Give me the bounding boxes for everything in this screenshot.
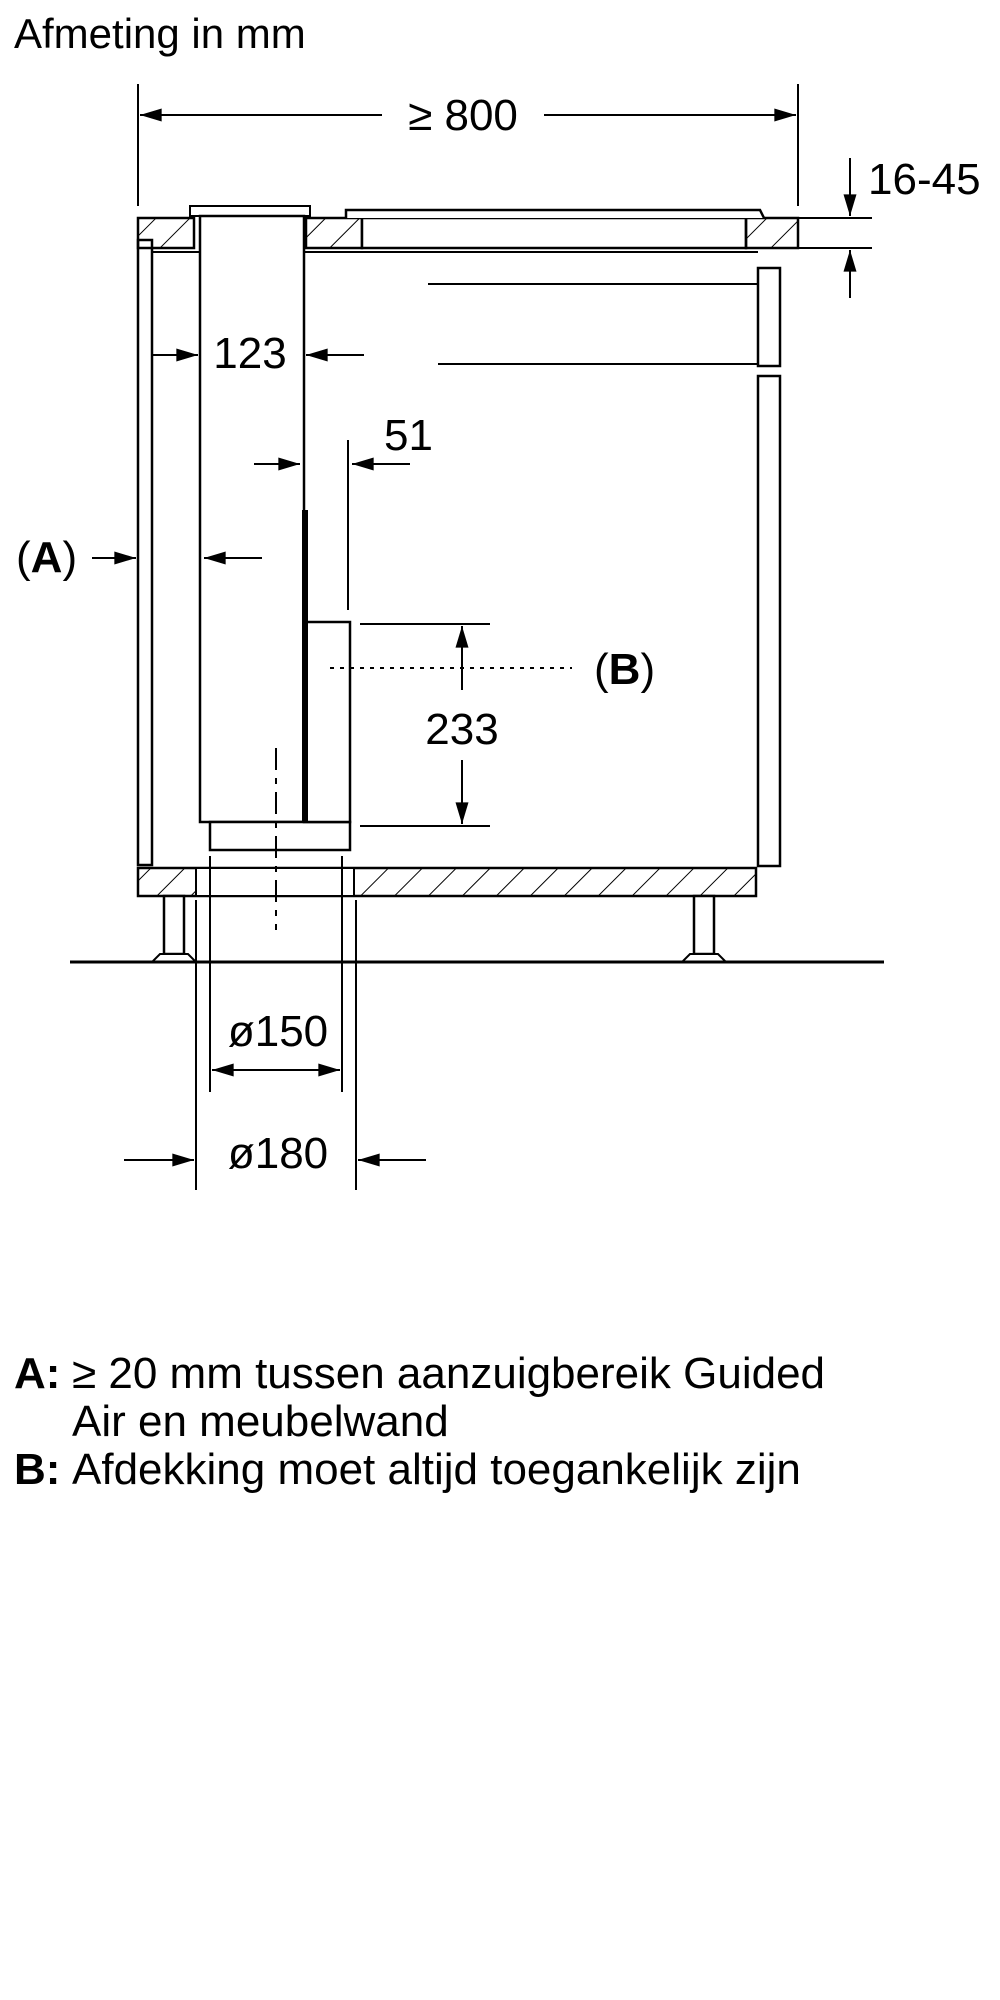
diagram-title: Afmeting in mm [14,10,306,57]
legend-b-line1: Afdekking moet altijd toegankelijk zijn [72,1445,801,1494]
legend-b-key: B: [14,1445,61,1494]
worktop-middle-segment [306,218,362,248]
dimension-thickness-label: 16-45 [868,155,981,204]
marker-a-label: (A) [16,533,78,582]
dimension-51-label: 51 [384,411,433,460]
dimension-width-label: ≥ 800 [408,91,518,140]
legend-a-line2: Air en meubelwand [72,1397,449,1446]
cabinet-leg-left [164,896,184,954]
marker-b-label: (B) [594,645,656,694]
dimension-thickness [798,155,981,298]
cabinet-front-panel-lower [758,376,780,866]
legend-a-key: A: [14,1349,61,1398]
dimension-233-label: 233 [425,705,499,754]
dimension-width [138,84,798,206]
cabinet [70,240,884,962]
cabinet-front-panel-upper [758,268,780,366]
hob-glass [346,210,764,218]
dimension-180-label: ø180 [227,1129,329,1178]
worktop-left-segment [138,218,194,248]
cabinet-leg-right [694,896,714,954]
legend-a-line1: ≥ 20 mm tussen aanzuigbereik Guided [72,1349,826,1398]
duct-connector-box [304,622,350,822]
dimension-150-label: ø150 [227,1007,329,1056]
air-duct [190,206,350,930]
dimension-123 [152,329,364,378]
marker-b [330,624,655,826]
dimension-123-label: 123 [213,329,287,378]
worktop-right-segment [746,218,798,248]
cabinet-left-wall [138,240,152,865]
legend [14,1349,825,1494]
